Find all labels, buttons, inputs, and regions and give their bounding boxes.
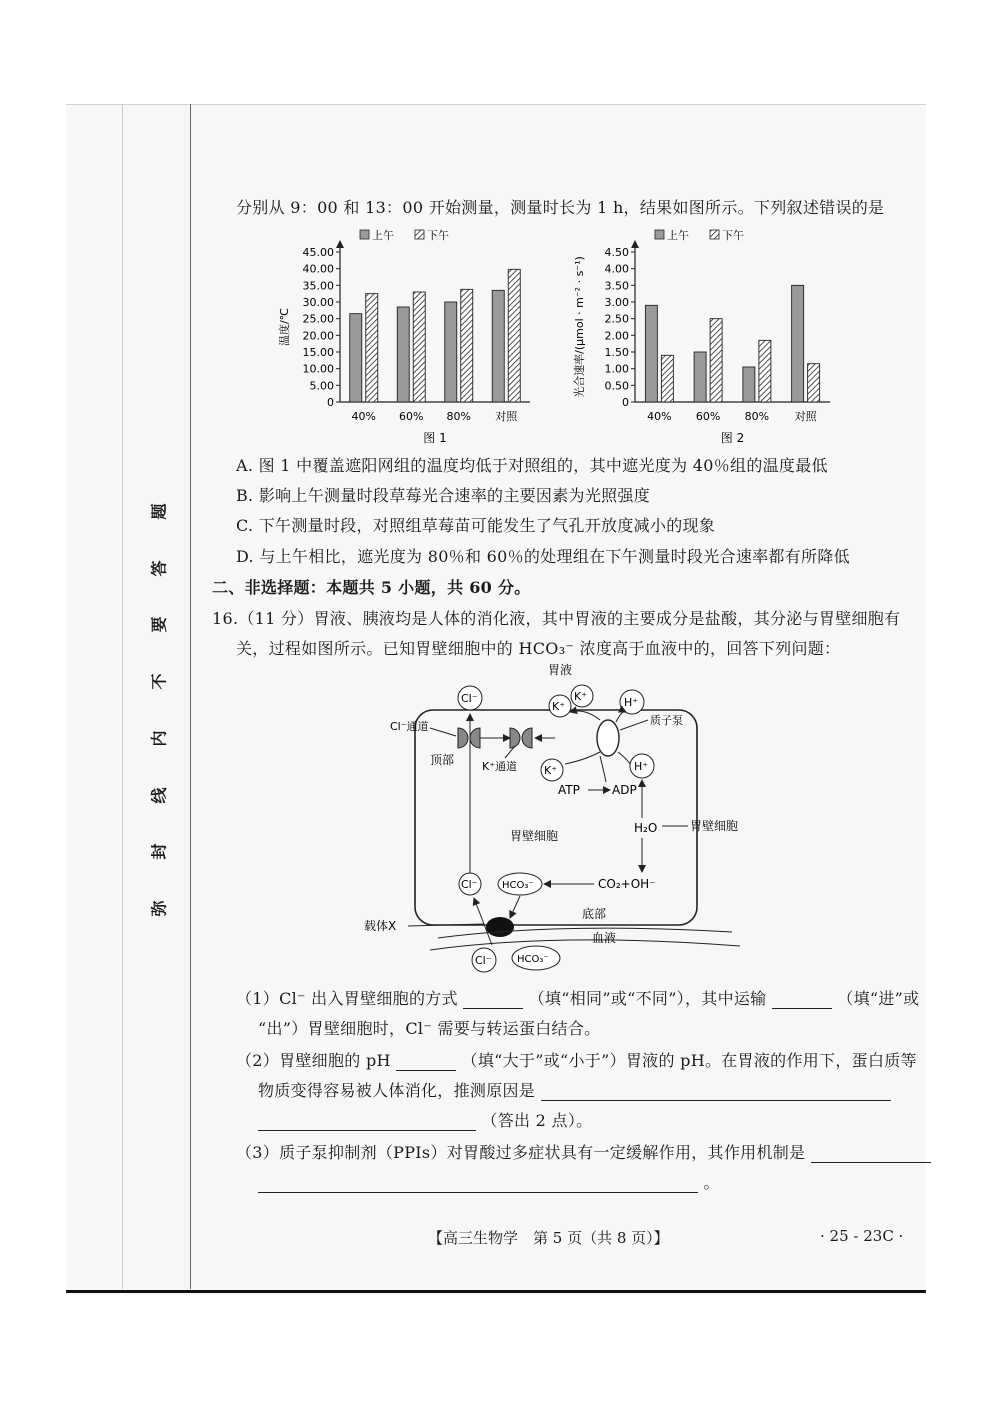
binding-warning <box>148 500 168 920</box>
footer-code: · 25 - 23C · <box>820 1227 904 1245</box>
q1-suffix: （填“进”或 <box>837 989 920 1008</box>
legend-swatch <box>655 230 664 239</box>
proton-pump-label: 质子泵 <box>650 714 683 727</box>
q3-line1 <box>236 1140 931 1163</box>
y-tick-label: 4.00 <box>604 262 629 276</box>
parietal-cell-inner-label: 胃壁细胞 <box>510 829 559 843</box>
bar-afternoon <box>508 269 520 402</box>
bar-afternoon <box>661 355 673 402</box>
binding-line <box>190 104 191 1289</box>
cl-ion-top-label: Cl⁻ <box>461 692 478 705</box>
warning-char: 内 <box>149 730 169 747</box>
k-ion-top-1-label: K⁺ <box>552 700 566 713</box>
h-ion-inside-label: H⁺ <box>634 760 649 773</box>
option-b: B. 影响上午测量时段草莓光合速率的主要因素为光照强度 <box>236 486 651 505</box>
y-tick-label: 10.00 <box>302 362 334 376</box>
apex-label: 顶部 <box>430 753 455 767</box>
q2-line1 <box>236 1048 917 1071</box>
y-tick-label: 2.00 <box>604 329 629 343</box>
q1-line1 <box>236 986 919 1009</box>
q2-suffix: （填“大于”或“小于”）胃液的 pH。在胃液的作用下，蛋白质等 <box>461 1051 917 1070</box>
y-tick-label: 1.50 <box>604 346 629 359</box>
q2-line2-text: 物质变得容易被人体消化，推测原因是 <box>258 1081 536 1100</box>
y-tick-label: 0 <box>622 396 629 409</box>
warning-char: 弥 <box>149 900 169 917</box>
bar-morning <box>645 305 657 402</box>
co2-oh-label: CO₂+OH⁻ <box>598 877 656 891</box>
warning-char: 不 <box>149 673 169 690</box>
q16-stem-line2: 关，过程如图所示。已知胃壁细胞中的 HCO₃⁻ 浓度高于血液中的，回答下列问题： <box>236 639 841 658</box>
y-tick-label: 3.50 <box>604 279 629 293</box>
legend-label: 上午 <box>372 229 394 242</box>
adp-label: ADP <box>612 783 637 797</box>
bar-afternoon <box>461 289 473 402</box>
cl-ion-inside-label: Cl⁻ <box>461 878 478 891</box>
parietal-cell-label: 胃壁细胞 <box>690 819 739 833</box>
x-tick-label: 40% <box>647 410 672 423</box>
legend-swatch <box>415 230 424 239</box>
hco3-ion-blood-label: HCO₃⁻ <box>517 954 549 965</box>
warning-char: 要 <box>149 616 169 633</box>
footer-page-info: 【高三生物学 第 5 页（共 8 页）】 <box>428 1229 669 1247</box>
cl-channel-left <box>458 728 468 748</box>
y-tick-label: 35.00 <box>302 279 334 293</box>
y-tick-label: 4.50 <box>604 246 629 259</box>
x-tick-label: 60% <box>399 410 424 423</box>
y-tick-label: 3.00 <box>604 296 629 309</box>
bar-morning <box>492 290 504 402</box>
y-tick-label: 40.00 <box>302 262 334 276</box>
x-tick-label: 40% <box>351 410 376 423</box>
x-tick-label: 对照 <box>794 410 817 423</box>
q2-prefix: （2）胃壁细胞的 pH <box>236 1051 391 1070</box>
k-ion-inside-label: K⁺ <box>544 764 558 777</box>
q3-blank-1[interactable] <box>811 1146 931 1163</box>
q2-blank-1[interactable] <box>396 1054 456 1071</box>
proton-pump <box>597 720 619 756</box>
bar-morning <box>792 285 804 402</box>
q1-prefix: （1）Cl⁻ 出入胃壁细胞的方式 <box>236 989 458 1008</box>
blood-label: 血液 <box>592 931 617 945</box>
q3-line2 <box>258 1170 720 1193</box>
k-channel-right <box>522 728 532 748</box>
blood-vessel-wall <box>438 928 732 938</box>
bar-morning <box>743 367 755 402</box>
y-tick-label: 1.00 <box>604 362 629 376</box>
y-tick-label: 25.00 <box>302 312 334 326</box>
y-tick-label: 2.50 <box>604 312 629 326</box>
warning-char: 题 <box>149 503 169 520</box>
q3-end: 。 <box>703 1173 720 1192</box>
y-tick-label: 0 <box>327 396 334 409</box>
bar-morning <box>350 314 362 402</box>
base-label: 底部 <box>582 907 607 921</box>
h-ion-top-label: H⁺ <box>624 696 639 709</box>
bar-morning <box>445 302 457 402</box>
cl-channel-label: Cl⁻通道 <box>390 720 429 733</box>
bar-afternoon <box>710 319 722 402</box>
margin-line <box>122 104 123 1289</box>
bottom-rule <box>66 1290 926 1293</box>
warning-char: 封 <box>149 843 169 860</box>
h2o-label: H₂O <box>634 821 658 835</box>
q1-middle: （填“相同”或“不同”），其中运输 <box>528 989 767 1008</box>
warning-char: 答 <box>149 560 169 577</box>
y-axis-arrow <box>336 240 344 248</box>
legend-swatch <box>710 230 719 239</box>
y-tick-label: 5.00 <box>309 379 334 393</box>
y-axis-label: 光合速率/(μmol · m⁻² · s⁻¹) <box>573 256 586 398</box>
y-axis-arrow <box>631 240 639 248</box>
k-ion-top-2-label: K⁺ <box>574 690 588 703</box>
option-a: A. 图 1 中覆盖遮阳网组的温度均低于对照组的，其中遮光度为 40％组的温度最低 <box>236 456 828 475</box>
q3-blank-2[interactable] <box>258 1176 698 1193</box>
figure-2-chart <box>555 222 845 447</box>
q2-blank-3[interactable] <box>258 1114 476 1131</box>
bar-afternoon <box>759 340 771 402</box>
y-tick-label: 0.50 <box>604 379 629 393</box>
bar-morning <box>694 352 706 402</box>
legend-label: 上午 <box>667 229 689 242</box>
q1-blank-1[interactable] <box>463 992 523 1009</box>
cl-channel-right <box>470 728 480 748</box>
x-tick-label: 对照 <box>495 410 518 423</box>
q2-line3 <box>258 1108 592 1131</box>
x-tick-label: 60% <box>695 410 721 423</box>
y-tick-label: 15.00 <box>302 346 334 359</box>
q2-line2 <box>258 1078 891 1101</box>
figure-1-chart <box>270 222 540 447</box>
figure-caption: 图 2 <box>720 431 745 445</box>
cl-ion-blood-label: Cl⁻ <box>475 954 492 967</box>
hco3-ion-inside-label: HCO₃⁻ <box>502 880 534 891</box>
carrier-x-label: 载体X <box>364 919 397 933</box>
q2-line3-text: （答出 2 点）。 <box>481 1111 593 1130</box>
q16-stem-line1: 16.（11 分）胃液、胰液均是人体的消化液，其中胃液的主要成分是盐酸，其分泌与胃壁细胞有 <box>212 609 901 628</box>
legend-swatch <box>360 230 369 239</box>
intro-line: 分别从 9：00 和 13：00 开始测量，测量时长为 1 h，结果如图所示。下列叙述错误的是 <box>236 198 885 217</box>
q1-line2: “出”）胃壁细胞时，Cl⁻ 需要与转运蛋白结合。 <box>258 1019 601 1038</box>
legend-label: 下午 <box>722 229 744 242</box>
q3-text: （3）质子泵抑制剂（PPIs）对胃酸过多症状具有一定缓解作用，其作用机制是 <box>236 1143 806 1162</box>
y-tick-label: 45.00 <box>302 246 334 259</box>
atp-label: ATP <box>558 783 580 797</box>
q2-blank-2[interactable] <box>541 1084 891 1101</box>
legend-label: 下午 <box>427 229 449 242</box>
bar-afternoon <box>413 292 425 402</box>
carrier-x <box>486 917 514 937</box>
option-c: C. 下午测量时段，对照组草莓苗可能发生了气孔开放度减小的现象 <box>236 516 716 535</box>
section-heading: 二、非选择题：本题共 5 小题，共 60 分。 <box>212 578 531 597</box>
bar-afternoon <box>808 364 820 402</box>
y-tick-label: 20.00 <box>302 329 334 343</box>
k-channel-left <box>510 728 520 748</box>
option-d: D. 与上午相比，遮光度为 80％和 60％的处理组在下午测量时段光合速率都有所降低 <box>236 547 850 566</box>
warning-char: 线 <box>149 787 169 804</box>
k-channel-label: K⁺通道 <box>482 760 518 773</box>
figure-caption: 图 1 <box>423 431 447 445</box>
x-tick-label: 80% <box>446 410 471 423</box>
parietal-cell-diagram <box>360 660 780 980</box>
y-axis-label: 温度/℃ <box>278 307 291 347</box>
q1-blank-2[interactable] <box>772 992 832 1009</box>
x-tick-label: 80% <box>744 410 770 423</box>
bar-afternoon <box>366 294 378 402</box>
gastric-juice-label: 胃液 <box>548 663 573 677</box>
bar-morning <box>397 307 409 402</box>
cell-membrane <box>415 710 697 925</box>
y-tick-label: 30.00 <box>302 296 334 309</box>
